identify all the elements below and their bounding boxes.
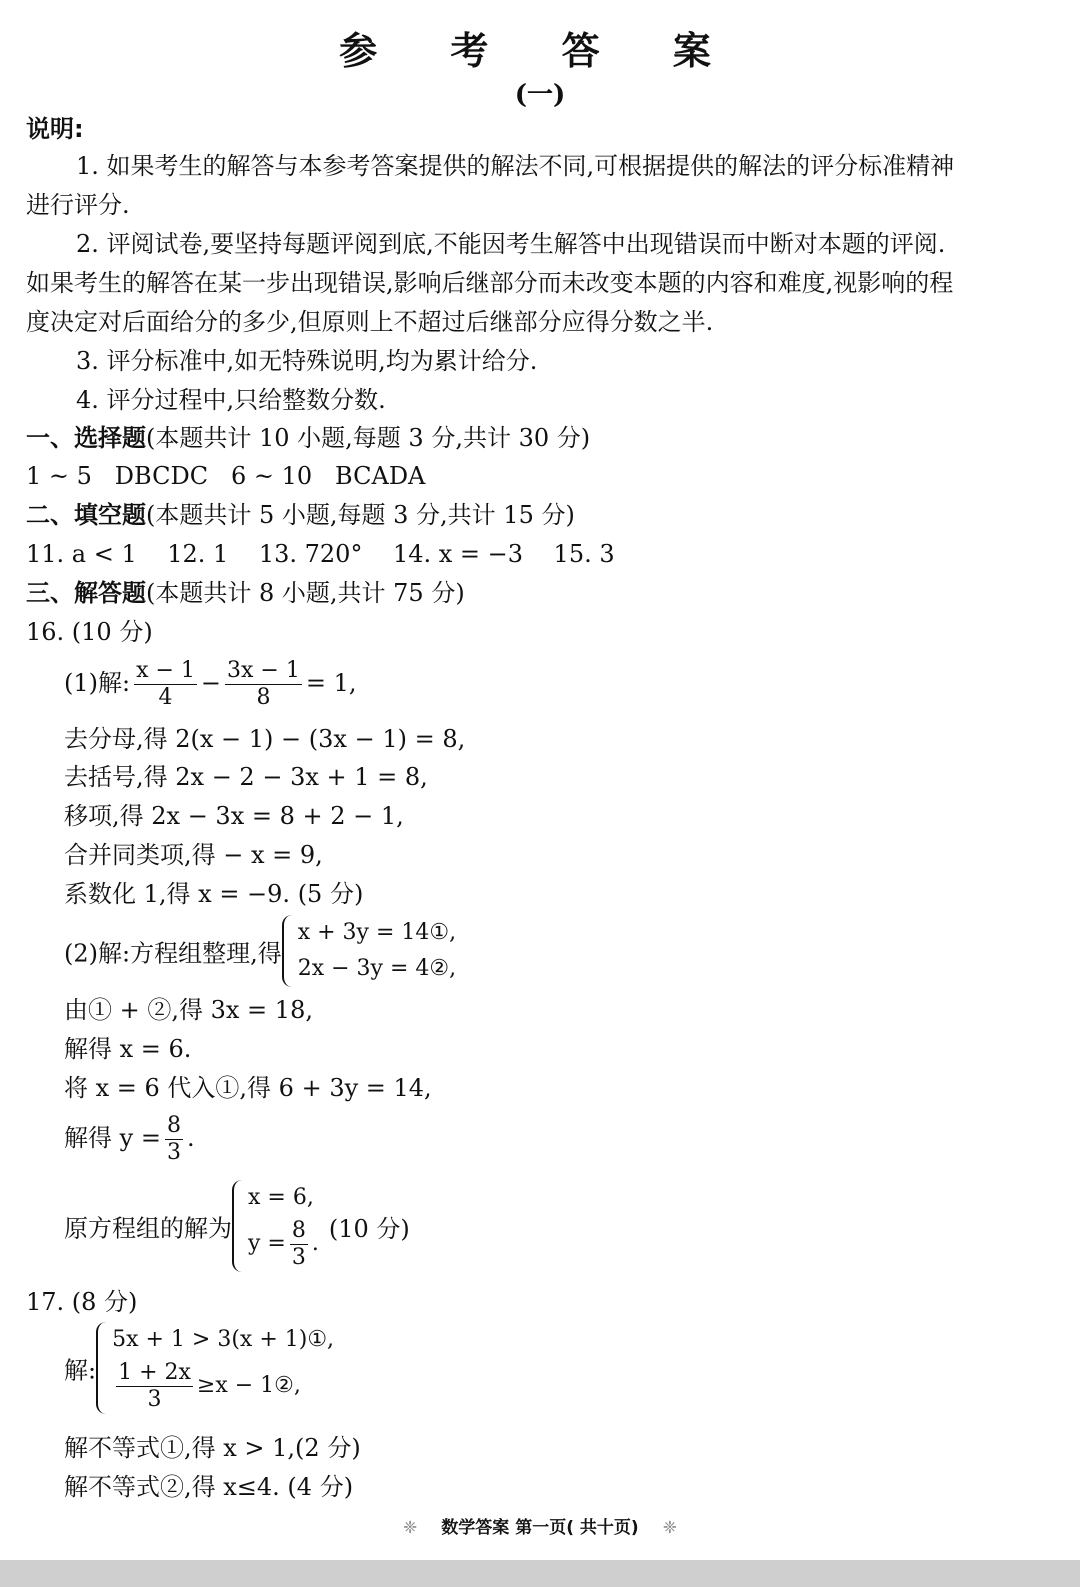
q17-label: 17. (8 分) xyxy=(26,1288,138,1316)
notes-heading: 说明: xyxy=(26,115,84,143)
bottom-scroll-bar xyxy=(0,1560,1080,1587)
section3-heading: 三、解答题 xyxy=(26,579,146,607)
q16-frac2-den: 8 xyxy=(256,685,271,710)
section3-detail: (本题共计 8 小题,共计 75 分) xyxy=(146,579,465,607)
q16-final-fraction xyxy=(290,1218,308,1271)
q16-step-4: 合并同类项,得 − x = 9, xyxy=(64,841,323,869)
note-item-4: 4. 评分过程中,只给整数分数. xyxy=(76,386,386,414)
q16-final-den: 3 xyxy=(291,1244,306,1270)
q16-frac2-num: 3x − 1 xyxy=(227,658,300,683)
note-item-1b: 进行评分. xyxy=(26,191,130,219)
q16-minus: − xyxy=(200,669,222,697)
page-subtitle: (一) xyxy=(514,80,566,110)
q16-step-7: 解得 x = 6. xyxy=(64,1035,192,1063)
q17-system-brace xyxy=(96,1322,110,1414)
section1-detail: (本题共计 10 小题,每题 3 分,共计 30 分) xyxy=(146,424,591,452)
q17-prefix: 解: xyxy=(64,1356,97,1385)
note-item-1a: 1. 如果考生的解答与本参考答案提供的解法不同,可根据提供的解法的评分标准精神 xyxy=(76,152,955,180)
q17-row-2 xyxy=(112,1358,334,1414)
section2-heading: 二、填空题 xyxy=(26,501,146,529)
q17-system xyxy=(96,1322,334,1414)
q16-step9-num: 8 xyxy=(166,1113,181,1138)
page-footer xyxy=(0,1513,1080,1538)
q16-final-row2-suffix: . xyxy=(311,1231,319,1256)
section2-answers: 11. a < 1 12. 1 13. 720° 14. x = −3 15. 3 xyxy=(26,540,615,568)
q17-row2-fraction xyxy=(116,1360,193,1413)
note-item-2b: 如果考生的解答在某一步出现错误,影响后继部分而未改变本题的内容和难度,视影响的程 xyxy=(26,269,954,297)
q16-final-score: (10 分) xyxy=(328,1214,410,1243)
q16-frac1-den: 4 xyxy=(158,685,173,710)
q16-part1-suffix: = 1, xyxy=(305,669,357,697)
q16-final-prefix: 原方程组的解为 xyxy=(64,1214,232,1243)
final-system-brace xyxy=(232,1180,246,1272)
q16-step-6: 由① + ②,得 3x = 18, xyxy=(64,996,313,1024)
q16-fraction-1 xyxy=(134,658,197,711)
system-brace xyxy=(282,915,296,987)
q16-frac1-num: x − 1 xyxy=(136,658,195,683)
q16-label: 16. (10 分) xyxy=(26,618,153,646)
note-item-2c: 度决定对后面给分的多少,但原则上不超过后继部分应得分数之半. xyxy=(26,308,714,336)
q17-row2-suffix: ≥x − 1②, xyxy=(196,1373,301,1398)
q16-step-9 xyxy=(64,1110,195,1166)
q16-step9-prefix: 解得 y = xyxy=(64,1124,161,1152)
q17-step-1: 解不等式①,得 x > 1,(2 分) xyxy=(64,1434,361,1462)
note-item-2a: 2. 评阅试卷,要坚持每题评阅到底,不能因考生解答中出现错误而中断对本题的评阅. xyxy=(76,230,946,258)
footer-text: 数学答案 第一页( 共十页) xyxy=(441,1518,639,1538)
q16-step-8: 将 x = 6 代入①,得 6 + 3y = 14, xyxy=(64,1074,432,1102)
q16-part2-prefix: (2)解:方程组整理,得 xyxy=(64,939,282,968)
q17-inequality-system xyxy=(64,1322,334,1414)
section3-header xyxy=(26,578,465,608)
section2-detail: (本题共计 5 小题,每题 3 分,共计 15 分) xyxy=(146,501,575,529)
q17-row-1: 5x + 1 > 3(x + 1)①, xyxy=(112,1327,335,1352)
note-item-3: 3. 评分标准中,如无特殊说明,均为累计给分. xyxy=(76,347,538,375)
section1-header xyxy=(26,423,590,453)
q16-step9-den: 3 xyxy=(166,1140,181,1165)
q16-final-system xyxy=(232,1180,319,1272)
q17-step-2: 解不等式②,得 x≤4. (4 分) xyxy=(64,1473,354,1501)
q17-row2-num: 1 + 2x xyxy=(118,1359,191,1385)
q16-step-1: 去分母,得 2(x − 1) − (3x − 1) = 8, xyxy=(64,725,466,753)
footer-ornament-right: ❈ xyxy=(662,1518,677,1538)
q16-part2-system xyxy=(64,915,456,987)
section1-answers: 1 ~ 5 DBCDC 6 ~ 10 BCADA xyxy=(26,462,426,490)
q16-part1-prefix: (1)解: xyxy=(64,669,131,697)
footer-ornament-left: ❈ xyxy=(403,1518,418,1538)
q16-step-2: 去括号,得 2x − 2 − 3x + 1 = 8, xyxy=(64,763,428,791)
q17-row2-den: 3 xyxy=(147,1386,162,1412)
q16-step9-fraction xyxy=(165,1113,183,1166)
q16-step9-suffix: . xyxy=(186,1124,195,1152)
q16-final-num: 8 xyxy=(291,1217,306,1243)
q16-equation-system xyxy=(282,915,456,987)
q16-fraction-2 xyxy=(225,658,302,711)
q16-system-row-2: 2x − 3y = 4②, xyxy=(297,956,457,981)
page-title: 参 考 答 案 xyxy=(339,28,741,73)
q16-final-solution xyxy=(64,1180,410,1272)
q16-step-3: 移项,得 2x − 3x = 8 + 2 − 1, xyxy=(64,802,404,830)
q16-step-5: 系数化 1,得 x = −9. (5 分) xyxy=(64,880,364,908)
q16-final-row2-prefix: y = xyxy=(248,1231,286,1256)
q16-final-row-2 xyxy=(248,1216,319,1272)
section1-heading: 一、选择题 xyxy=(26,424,146,452)
section2-header xyxy=(26,500,575,530)
q16-system-row-1: x + 3y = 14①, xyxy=(297,920,457,945)
q16-part1-equation xyxy=(64,655,357,711)
q16-final-row-1: x = 6, xyxy=(248,1185,314,1210)
